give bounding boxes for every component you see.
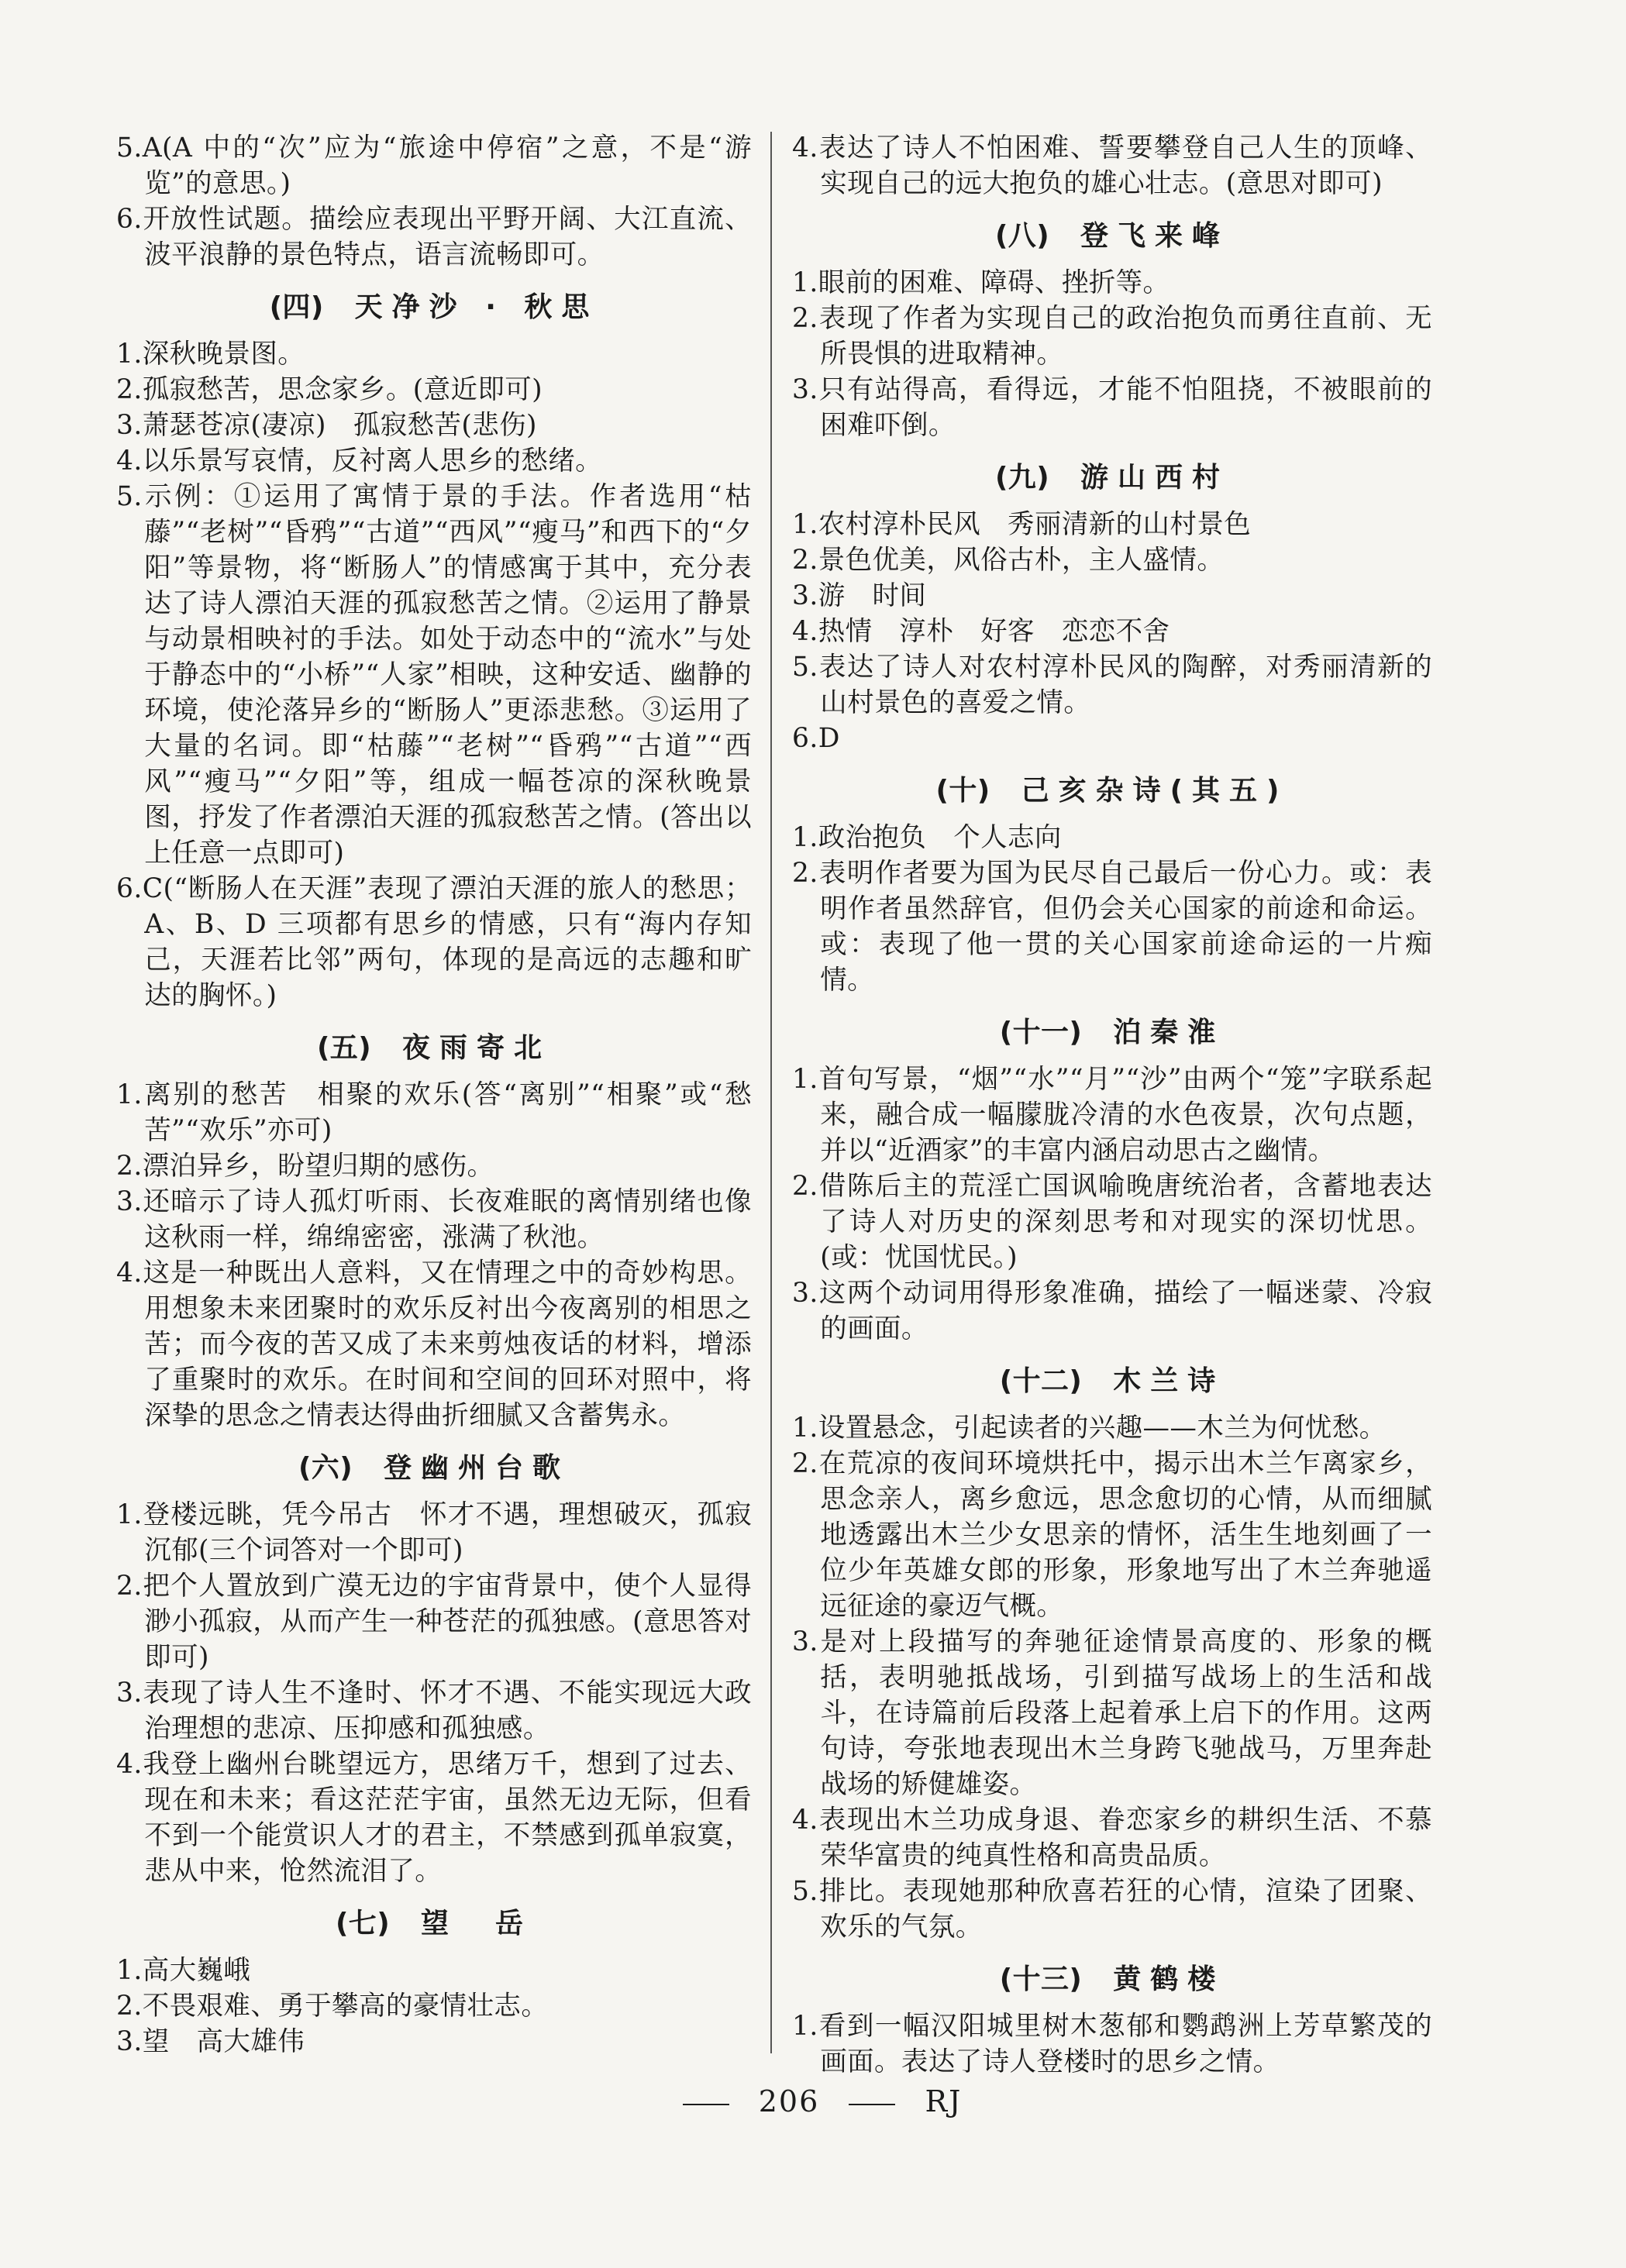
section-title: 泊秦淮: [1113, 1017, 1225, 1048]
section-number: (七): [335, 1908, 391, 1939]
answer-item: 2.把个人置放到广漠无边的宇宙背景中，使个人显得渺小孤寂，从而产生一种苍茫的孤独感。(意思答对即可): [116, 1571, 752, 1673]
section-number: (十三): [999, 1963, 1083, 1995]
page-number: 206: [758, 2084, 820, 2118]
answer-item: 3.只有站得高，看得远，才能不怕阻挠，不被眼前的困难吓倒。: [792, 374, 1432, 441]
answer-item: 5.A(A 中的“次”应为“旅途中停宿”之意，不是“游览”的意思。): [116, 133, 752, 199]
answer-item: 5.表达了诗人对农村淳朴民风的陶醉，对秀丽清新的山村景色的喜爱之情。: [792, 652, 1432, 718]
answer-item: 3.还暗示了诗人孤灯听雨、长夜难眠的离情别绪也像这秋雨一样，绵绵密密，涨满了秋池。: [116, 1186, 752, 1253]
footer-dash-right: [849, 2104, 895, 2105]
answer-item: 2.表明作者要为国为民尽自己最后一份心力。或：表明作者虽然辞官，但仍会关心国家的前途和命运。或：表现了他一贯的关心国家前途命运的一片痴情。: [792, 858, 1432, 996]
section-number: (十): [935, 775, 990, 807]
section-title: 望 岳: [421, 1908, 533, 1939]
answer-item: 5.示例：①运用了寓情于景的手法。作者选用“枯藤”“老树”“昏鸦”“古道”“西风”“瘦马”和西下的“夕阳”等景物，将“断肠人”的情感寓于其中，充分表达了诗人漂泊天涯的孤寂愁苦之情。②运用了静景与动景相映衬的手法。如处于动态中的“流水”与处于静态中的“小桥”“人家”相映，这种安适、幽静的环境，使沦落异乡的“断肠人”更添悲愁。③运用了大量的名词。即“枯藤”“老树”“昏鸦”“古道”“西风”“瘦马”“夕阳”等，组成一幅苍凉的深秋晚景图，抒发了作者漂泊天涯的孤寂愁苦之情。(答出以上任意一点即可): [116, 481, 752, 869]
answer-item: 3.萧瑟苍凉(凄凉) 孤寂愁苦(悲伤): [116, 410, 537, 441]
section-heading: [792, 457, 1432, 499]
answer-item: 2.孤寂愁苦，思念家乡。(意近即可): [116, 374, 543, 405]
section-number: (九): [994, 462, 1050, 494]
section-number: (五): [316, 1032, 372, 1064]
answer-item: 1.政治抱负 个人志向: [792, 822, 1062, 853]
answer-item: 1.设置悬念，引起读者的兴趣——木兰为何忧愁。: [792, 1413, 1387, 1444]
left-column: [116, 130, 752, 2060]
right-column: [792, 130, 1432, 2080]
footer-dash-left: [683, 2104, 729, 2105]
answer-item: 2.景色优美，风俗古朴，主人盛情。: [792, 545, 1225, 576]
answer-item: 4.我登上幽州台眺望远方，思绪万千，想到了过去、现在和未来；看这茫茫宇宙，虽然无边无际，但看不到一个能赏识人才的君主，不禁感到孤单寂寞，悲从中来，怆然流泪了。: [116, 1749, 752, 1887]
answer-item: 1.高大巍峨: [116, 1955, 251, 1986]
section-heading: [116, 1027, 752, 1069]
section-heading: [116, 287, 752, 329]
answer-item: 5.排比。表现她那种欣喜若狂的心情，渲染了团聚、欢乐的气氛。: [792, 1876, 1432, 1943]
section-heading: [116, 1447, 752, 1489]
answer-item: 6.D: [792, 723, 840, 754]
answer-item: 6.开放性试题。描绘应表现出平野开阔、大江直流、波平浪静的景色特点，语言流畅即可。: [116, 204, 752, 270]
column-divider: [770, 132, 772, 2053]
answer-item: 2.借陈后主的荒淫亡国讽喻晚唐统治者，含蓄地表达了诗人对历史的深刻思考和对现实的深切忧思。(或：忧国忧民。): [792, 1171, 1432, 1273]
section-title: 己亥杂诗(其五): [1021, 775, 1289, 807]
answer-item: 3.游 时间: [792, 580, 927, 611]
answer-item: 2.不畏艰难、勇于攀高的豪情壮志。: [116, 1991, 549, 2022]
answer-item: 1.眼前的困难、障碍、挫折等。: [792, 267, 1170, 298]
section-title: 黄鹤楼: [1113, 1963, 1225, 1995]
section-heading: [792, 770, 1432, 812]
section-title: 天净沙 · 秋思: [354, 291, 599, 323]
section-title: 游山西村: [1080, 462, 1230, 494]
section-title: 登飞来峰: [1080, 220, 1230, 252]
answer-item: 1.看到一幅汉阳城里树木葱郁和鹦鹉洲上芳草繁茂的画面。表达了诗人登楼时的思乡之情。: [792, 2011, 1432, 2077]
answer-item: 3.望 高大雄伟: [116, 2026, 305, 2057]
answer-item: 2.漂泊异乡，盼望归期的感伤。: [116, 1151, 494, 1182]
edition-code: RJ: [925, 2084, 963, 2118]
answer-item: 2.在荒凉的夜间环境烘托中，揭示出木兰乍离家乡，思念亲人，离乡愈远，思念愈切的心情，从而细腻地透露出木兰少女思亲的情怀，活生生地刻画了一位少年英雄女郎的形象，形象地写出了木兰奔驰遥远征途的豪迈气概。: [792, 1448, 1432, 1622]
page-footer: [0, 2084, 1626, 2118]
answer-item: 2.表现了作者为实现自己的政治抱负而勇往直前、无所畏惧的进取精神。: [792, 303, 1432, 370]
answer-item: 3.这两个动词用得形象准确，描绘了一幅迷蒙、冷寂的画面。: [792, 1278, 1432, 1344]
section-title: 木兰诗: [1113, 1365, 1225, 1397]
section-number: (十二): [999, 1365, 1083, 1397]
section-title: 夜雨寄北: [402, 1032, 552, 1064]
answer-item: 1.深秋晚景图。: [116, 339, 305, 370]
section-number: (十一): [999, 1017, 1083, 1048]
section-heading: [792, 1012, 1432, 1054]
answer-item: 6.C(“断肠人在天涯”表现了漂泊天涯的旅人的愁思；A、B、D 三项都有思乡的情感，只有“海内存知己，天涯若比邻”两句，体现的是高远的志趣和旷达的胸怀。): [116, 873, 752, 1011]
section-heading: [792, 1361, 1432, 1402]
answer-item: 3.表现了诗人生不逢时、怀才不遇、不能实现远大政治理想的悲凉、压抑感和孤独感。: [116, 1678, 752, 1744]
answer-item: 4.这是一种既出人意料，又在情理之中的奇妙构思。用想象未来团聚时的欢乐反衬出今夜离别的相思之苦；而今夜的苦又成了未来剪烛夜话的材料，增添了重聚时的欢乐。在时间和空间的回环对照中，将深挚的思念之情表达得曲折细腻又含蓄隽永。: [116, 1258, 752, 1431]
section-heading: [116, 1903, 752, 1945]
answer-item: 1.登楼远眺，凭今吊古 怀才不遇，理想破灭，孤寂沉郁(三个词答对一个即可): [116, 1499, 752, 1566]
section-heading: [792, 215, 1432, 257]
answer-item: 4.以乐景写哀情，反衬离人思乡的愁绪。: [116, 446, 603, 477]
section-title: 登幽州台歌: [384, 1452, 570, 1484]
section-number: (六): [298, 1452, 353, 1484]
answer-item: 1.离别的愁苦 相聚的欢乐(答“离别”“相聚”或“愁苦”“欢乐”亦可): [116, 1079, 752, 1146]
section-number: (四): [269, 291, 324, 323]
answer-item: 1.首句写景，“烟”“水”“月”“沙”由两个“笼”字联系起来，融合成一幅朦胧冷清的水色夜景，次句点题，并以“近酒家”的丰富内涵启动思古之幽情。: [792, 1064, 1432, 1166]
answer-item: 4.表现出木兰功成身退、眷恋家乡的耕织生活、不慕荣华富贵的纯真性格和高贵品质。: [792, 1805, 1432, 1871]
answer-item: 4.表达了诗人不怕困难、誓要攀登自己人生的顶峰、实现自己的远大抱负的雄心壮志。(意思对即可): [792, 133, 1432, 199]
answer-item: 1.农村淳朴民风 秀丽清新的山村景色: [792, 509, 1252, 540]
answer-item: 4.热情 淳朴 好客 恋恋不舍: [792, 616, 1170, 647]
answer-item: 3.是对上段描写的奔驰征途情景高度的、形象的概括，表明驰抵战场，引到描写战场上的生活和战斗，在诗篇前后段落上起着承上启下的作用。这两句诗，夸张地表现出木兰身跨飞驰战马，万里奔赴战场的矫健雄姿。: [792, 1626, 1432, 1800]
section-number: (八): [994, 220, 1050, 252]
section-heading: [792, 1959, 1432, 2001]
